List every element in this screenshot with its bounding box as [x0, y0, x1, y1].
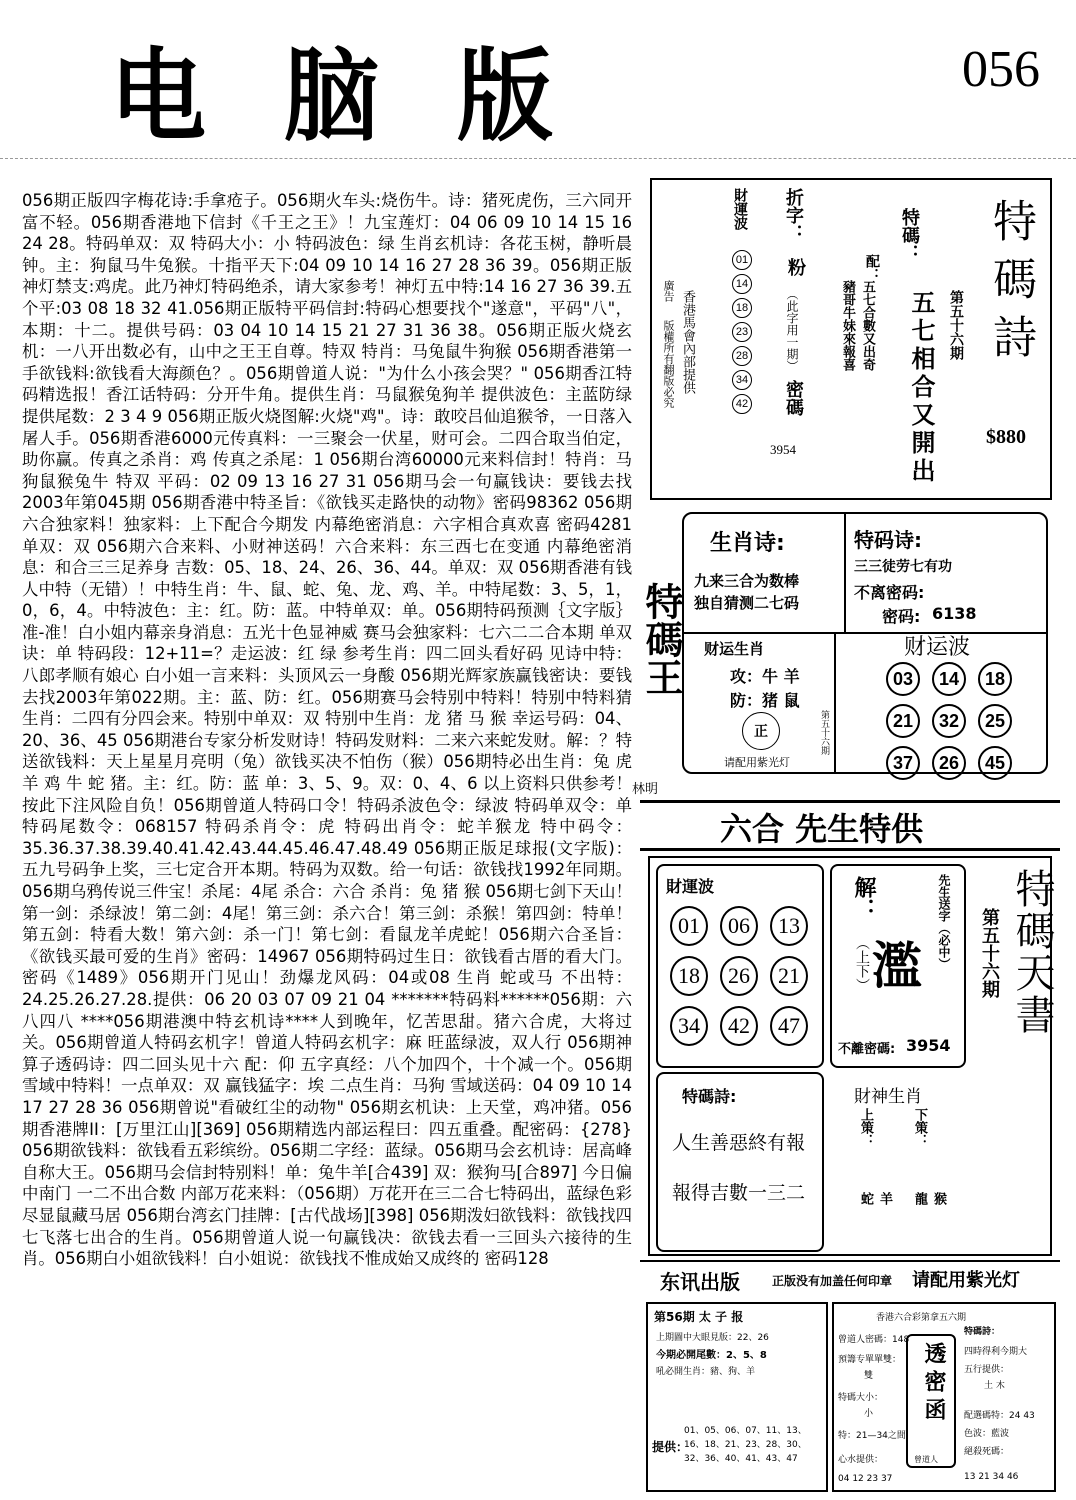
jm-value: 13 21 34 46 [964, 1472, 1019, 1482]
ball: 21 [886, 704, 920, 738]
xia-values: 猴 龍 [912, 1192, 946, 1219]
chaizi-value: 粉 [785, 258, 806, 276]
bl-label: 不离密码: [854, 583, 925, 602]
ball: 13 [770, 906, 808, 946]
ball: 34 [670, 1006, 708, 1046]
chaizi-label: 折字： [783, 188, 804, 242]
pm-label: 配選碼特：24 43 [964, 1411, 1035, 1421]
big-char: 濫 [872, 937, 922, 995]
footer-text: 请配用紫光灯 [724, 756, 790, 769]
uv-notice: 请配用紫光灯 [912, 1270, 1020, 1291]
ball: 14 [932, 662, 966, 696]
sx-line1: 九来三合为数棒 [694, 572, 800, 590]
jie-label: 解： [851, 876, 876, 920]
right-title: 特碼詩： [964, 1327, 1001, 1337]
stamp-seal [742, 712, 780, 750]
sixth-r2: 預籌专單單雙： [838, 1355, 902, 1365]
poem-card [650, 178, 1052, 500]
taizi-line2: 今期必開尾數：2、5、8 [656, 1350, 767, 1361]
inner-divider [834, 632, 836, 774]
tm-poem: 三三徒劳七有功 [854, 559, 952, 575]
side-note: 香港馬會內部提供 [680, 290, 695, 394]
pei-line2: 豬哥牛妹來報喜 [840, 280, 855, 371]
poem-text: 五七相合又開出 [907, 290, 935, 486]
stamp-text: 正 [754, 724, 768, 740]
sixth-r5: 心水提供： [838, 1455, 884, 1465]
tm-title: 特碼詩: [682, 1087, 737, 1106]
sixth-r5v: 04 12 23 37 [838, 1474, 893, 1484]
ad-label: 廣告 [662, 280, 675, 302]
ball: 23 [732, 322, 752, 342]
xia-label: 下策： [912, 1108, 927, 1147]
side-title: 先生送字（必中） [937, 874, 951, 970]
ball: 21 [770, 956, 808, 996]
shang-label: 上策： [858, 1108, 873, 1147]
ball: 01 [732, 250, 752, 270]
sixth-header: 香港六合彩第拿五六期 [876, 1313, 967, 1323]
chaizi-note: （此字用一期） [785, 288, 799, 372]
wave-title: 财运波 [904, 635, 971, 660]
ball: 37 [886, 746, 920, 780]
ball: 06 [720, 906, 758, 946]
liuhe-banner: 六合 先生特供 [720, 810, 924, 848]
bl-label: 不離密碼: [838, 1042, 896, 1057]
ball: 03 [886, 662, 920, 696]
mima-value: 6138 [932, 604, 977, 623]
notice: 正版没有加盖任何印章 [772, 1274, 893, 1288]
price: $880 [986, 426, 1026, 448]
wave-balls [732, 246, 754, 418]
page-title: 电 脑 版 [110, 36, 575, 156]
divider-v [844, 514, 846, 632]
ball: 01 [670, 906, 708, 946]
footer-top-line [640, 1260, 1060, 1262]
mima-label: 密码: [882, 607, 921, 626]
mid-label: 透密函 [921, 1342, 946, 1426]
pei-line1: 五七合數又出奇 [860, 280, 875, 371]
taizi-line3: 吼必開生肖：豬、狗、羊 [656, 1367, 756, 1377]
poem-line2: 報得吉數一三二 [672, 1182, 806, 1204]
cs-box [830, 1072, 966, 1252]
fragment-text: 林明 [632, 782, 659, 797]
ball: 14 [732, 274, 752, 294]
card-title: 特碼詩 [985, 198, 1036, 372]
liuhe-card [648, 856, 1055, 1256]
issue-label: 第五十六期 [948, 290, 964, 360]
ball: 45 [978, 746, 1012, 780]
top-divider [0, 158, 1076, 159]
taizi-line1: 上期圖中大眼見版：22、26 [656, 1333, 769, 1343]
ball: 26 [720, 956, 758, 996]
pei-label: 配： [864, 254, 880, 282]
wx-value: 土 木 [984, 1381, 1005, 1391]
wave-box [656, 864, 824, 1068]
sx-line2: 独自猜测二七码 [694, 594, 800, 612]
ball: 42 [732, 394, 752, 414]
poem-line1: 人生善惡終有報 [672, 1132, 806, 1154]
right-poem: 四時得利今期大 [964, 1347, 1028, 1357]
poem-box [656, 1072, 824, 1252]
wave-balls [670, 906, 810, 1046]
ball: 18 [978, 662, 1012, 696]
shang-values: 羊 蛇 [858, 1192, 892, 1219]
ball: 42 [720, 1006, 758, 1046]
mima-value: 3954 [770, 442, 796, 457]
banner-top-line [640, 800, 1060, 803]
ball: 28 [732, 346, 752, 366]
sx-title: 生肖诗: [710, 531, 785, 556]
banner-bottom-line [640, 848, 1060, 851]
taizi-nums: 01、05、06、07、11、13、16、18、21、23、28、30、32、36、40、41、43、47 [684, 1426, 807, 1464]
ball: 25 [978, 704, 1012, 738]
provide-label: 提供： [652, 1440, 689, 1454]
issue-tag: 第五十六期 [819, 710, 829, 755]
taizi-card [646, 1302, 828, 1492]
main-article: 056期正版四字梅花诗:手拿疮子。056期火车头:烧伤牛。诗：猪死虎伤，三六同开富不轻。056期香港地下信封《千王之王》！九宝莲灯：04 06 09 10 14 15 16 24 28。特码单双：双 特码大小：小 特码波色：绿 生肖玄机诗：各花玉树，静听晨钟。主：狗鼠马牛兔猴。十指平天下:04 09 10 14 16 27 28 36 39。056期正版神灯禁支:鸡虎。此乃神灯特码绝杀，请大家参考！神灯五中特:14 16 27 36 39.五个平:03 08 18 32 41.056期正版特平码信封:特码心想要找个"遂意"，平码"八"，本期：十二。提供号码：03 04 10 14 15 21 27 31 36 38。056期正版火烧玄机：一八开出数必有，山中之王王自尊。特双 特肖：马兔鼠牛狗猴 056期香港第一手欲钱料:欲钱看大海颜色？。056期曾道人说："为什么小孩会哭？" 056期香江特码精选报！香江话特码：分开牛角。提供生肖：马鼠猴兔狗羊 提供波色：主蓝防绿 提供尾数：2 3 4 9 056期正版火烧图解:火烧"鸡"。诗：敢咬吕仙追猴爷，一日落入屠人手。056期香港6000元传真料：一三聚会一伏星，财可会。二四合取当伯定，助你赢。传真之杀肖：鸡 传真之杀尾：1 056期台湾60000元来料信封！特肖：马狗鼠猴兔牛 特双 平码：02 09 13 16 27 31 056期马会一句赢钱诀：要钱去找2003年第045期 056期香港中特圣旨：《欲钱买走路快的动物》密码98362 056期六合独家料！独家料：上下配合今期发 内幕绝密消息：六字相合真欢喜 密码4281 单双：双 056期六合来料、小财神送码！六合来料：东三西七在变通 内幕绝密消息：和合三三足养身 吉数：05、18、24、26、36、44。单双：双 056期香港有钱人中特（无错）！中特生肖：牛、鼠、蛇、兔、龙、鸡、羊。中特尾数：3、5，1，0，6，4。中特波色：主：红。防：蓝。中特单双：单。056期特码预测｛文字版｝准-准！白小姐内幕亲身消息：五光十色显神威 赛马会独家料：七六二二合本期 单双诀：单 特码段：12+11=？走运波：红 绿 参考生肖：四二回头看好码 见诗中特：八郎孝顺有娘心 白小姐一言来料：头顶风云一身酸 056期光辉家族赢钱密诀：要钱去找2003年第022期。主：蓝、防：红。056期赛马会特别中特料！特别中特料猜生肖：二四有分四会来。特别中单双：双 特别中生肖：龙 猪 马 猴 幸运号码：04、20、36、45 056期港台专家分析发财诗！特码发财料：二来六来蛇发财。解：？特送欲钱料：天上星星月亮明（兔）欲钱买决不怕伤（猴）056期特必出生肖：兔 虎 羊 鸡 牛 蛇 猪。主：红。防：蓝 单：3、5、9。双：0、4、6 以上资料只供参考！按此下注风险自负！056期曾道人特码口令！特码杀波色令：绿波 特码单双令：单 特码尾数令：068157 特码杀肖令：虎 特码出肖令：蛇羊猴龙 特中码令：35.36.37.38.39.40.41.42.43.44.45.46.47.48.49 056期正版足球报(文字版)：五九号码争上奖，三七定合开本期。特码为双数。给一句话：欲钱找1992年同期。056期乌鸦传说三件宝！杀尾：4尾 杀合：六合 杀肖：兔 猪 猴 056期七剑下天山！第一剑：杀绿波！第二剑：4尾！第三剑：杀六合！第三剑：杀猴！第四剑：特单！第五剑：特看大数！第六剑：杀一门！第七剑：看鼠龙羊虎蛇！056期六合圣旨：《欲钱买最可爱的生肖》密码：14967 056期特码过生日：欲钱看古厝的看大门。密码《1489》056期开门见山！劲爆龙风码：04或08 生肖 蛇或马 不出特：24.25.26.27.28.提供：06 20 03 07 09 21 04 *******特码料******056期：六八四八 ****056期港澳中特玄机诗****人到晚年，忆苦思甜。猪六合虎，大将过关。056期曾道人特码玄机字！曾道人特码玄机字：麻 旺蓝绿波，双人行 056期神算子透码诗：四二回头见十六 配：仰 五字真经：八个加四个，十个减一个。056期雪域中特料！一点单双：双 赢钱猛字：埃 二点生肖：马狗 雪域送码：04 09 10 14 17 27 28 36 056期曾说"看破红尘的动物" 056期玄机诀：上天堂，鸡冲猪。056期香港牌II：[万里江山][369] 056期精选内部运程曰：四五重叠。配密码：{278} 056期欲钱料：欲钱看五彩缤纷。056期二字经：蓝绿。056期马会玄机诗：居高峰自称大王。056期马会信封特别料！单：兔牛羊[合439] 双：猴狗马[合897] 今日偏中南门 一二不出合数 内部万花来料：（056期）万花开在三二合七特码出，蓝绿色彩尽显鼠藏马居 056期台湾玄门挂牌：[古代战场][398] 056期泼妇欲钱料：欲钱找四七飞落七出合的生肖。056期曾道人说一句赢钱决：欲钱去看一三回头六接待的生肖。056期白小姐欲钱料！白小姐说：欲钱找不惟成始又成终的 密码128 [22, 191, 632, 1269]
sixth-r1: 曾道人密碼：148 [838, 1335, 910, 1345]
gong: 攻：牛 羊 [730, 667, 800, 686]
wave-label: 財運波 [732, 188, 748, 230]
mid-box [906, 1334, 956, 1468]
te-wang-card [682, 512, 1048, 774]
divider-h [684, 632, 1046, 634]
sixth-r3: 特碼大小： [838, 1393, 884, 1403]
wx-label: 五行提供： [964, 1365, 1010, 1375]
sixth-card [832, 1302, 1056, 1492]
ball: 32 [932, 704, 966, 738]
sixth-r3v: 小 [864, 1409, 874, 1419]
cy-title: 财运生肖 [704, 640, 765, 658]
ball: 34 [732, 370, 752, 390]
jm-label: 絕殺死碼： [964, 1447, 1010, 1457]
jie-box [830, 864, 966, 1068]
sixth-r2v: 雙 [864, 1371, 874, 1381]
tm-title: 特码诗: [854, 528, 922, 552]
bl-value: 3954 [906, 1036, 951, 1055]
fang: 防：猪 鼠 [730, 691, 800, 710]
wave-title: 財運波 [666, 877, 715, 896]
taizi-title: 第56期 太 子 报 [654, 1310, 744, 1324]
ball: 18 [670, 956, 708, 996]
jie-note: （上下） [854, 936, 870, 992]
sixth-r4: 特：21—34之間 [838, 1431, 906, 1441]
wave-balls [886, 662, 1026, 780]
mid-sub: 曾道人 [914, 1455, 938, 1464]
rights-note: 版權所有翻版必究 [662, 320, 675, 408]
mima-label: 密碼 [783, 380, 804, 416]
te-ma-label: 特碼： [899, 208, 920, 262]
issue-number: 056 [962, 41, 1040, 98]
publisher: 东讯出版 [660, 1270, 740, 1294]
ball: 26 [932, 746, 966, 780]
ball: 18 [732, 298, 752, 318]
color-label: 色波：藍波 [964, 1429, 1010, 1439]
cs-title: 財神生肖 [854, 1087, 922, 1107]
right-title: 特碼天書 [1009, 868, 1055, 1036]
right-issue: 第五十六期 [979, 908, 1000, 998]
ball: 47 [770, 1006, 808, 1046]
te-wang-side-label: 特碼王 [639, 582, 683, 696]
